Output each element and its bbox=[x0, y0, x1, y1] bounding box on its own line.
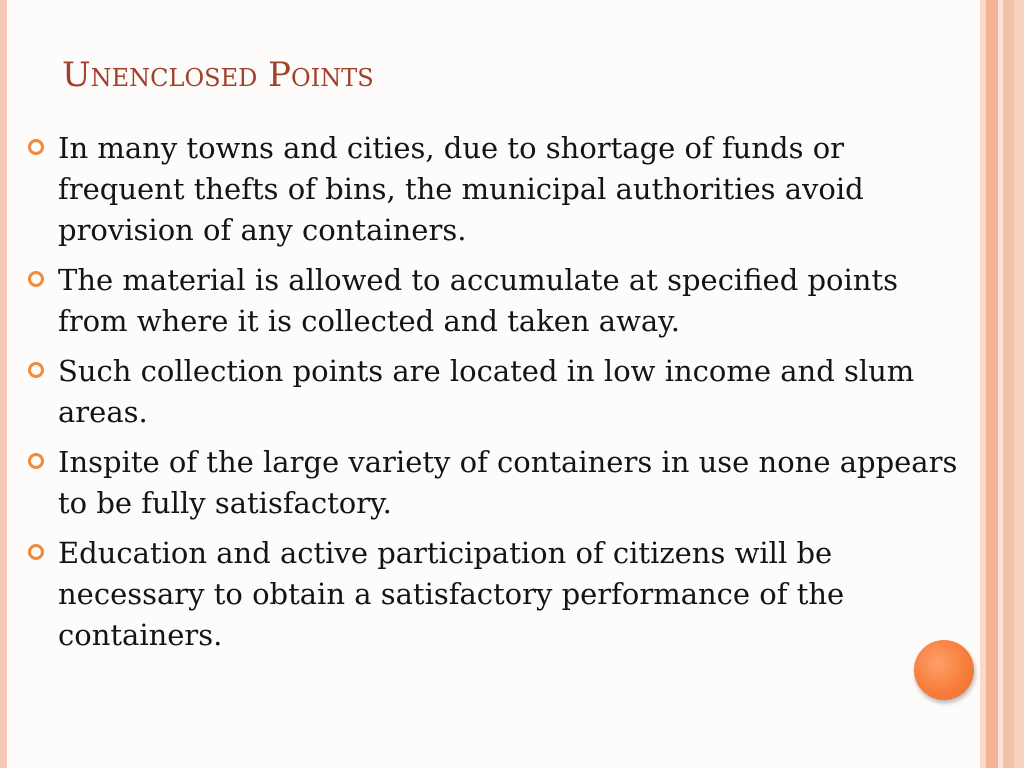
bullet-list bbox=[28, 128, 968, 665]
stripe bbox=[1014, 0, 1024, 768]
orange-circle-icon bbox=[914, 640, 974, 700]
circle-outline-bullet-icon bbox=[28, 271, 44, 287]
slide-title: Unenclosed Points bbox=[62, 55, 374, 95]
left-border-decoration bbox=[0, 0, 7, 768]
bullet-item bbox=[28, 533, 968, 656]
right-stripe-decoration bbox=[980, 0, 1024, 768]
bullet-text: The material is allowed to accumulate at specified points from where it is collected and taken away. bbox=[58, 263, 899, 338]
stripe bbox=[1003, 0, 1014, 768]
circle-outline-bullet-icon bbox=[28, 139, 44, 155]
bullet-text: Such collection points are located in low income and slum areas. bbox=[58, 354, 915, 429]
circle-outline-bullet-icon bbox=[28, 453, 44, 469]
bullet-item bbox=[28, 442, 968, 524]
circle-outline-bullet-icon bbox=[28, 362, 44, 378]
bullet-text: Inspite of the large variety of containers in use none appears to be fully satisfactory. bbox=[58, 445, 958, 520]
bullet-item bbox=[28, 260, 968, 342]
bullet-item bbox=[28, 351, 968, 433]
bullet-text: In many towns and cities, due to shortage of funds or frequent thefts of bins, the municipal authorities avoid provision of any containers. bbox=[58, 131, 864, 247]
circle-outline-bullet-icon bbox=[28, 544, 44, 560]
stripe bbox=[986, 0, 998, 768]
bullet-item bbox=[28, 128, 968, 251]
bullet-text: Education and active participation of citizens will be necessary to obtain a satisfactory performance of the containers. bbox=[58, 536, 845, 652]
